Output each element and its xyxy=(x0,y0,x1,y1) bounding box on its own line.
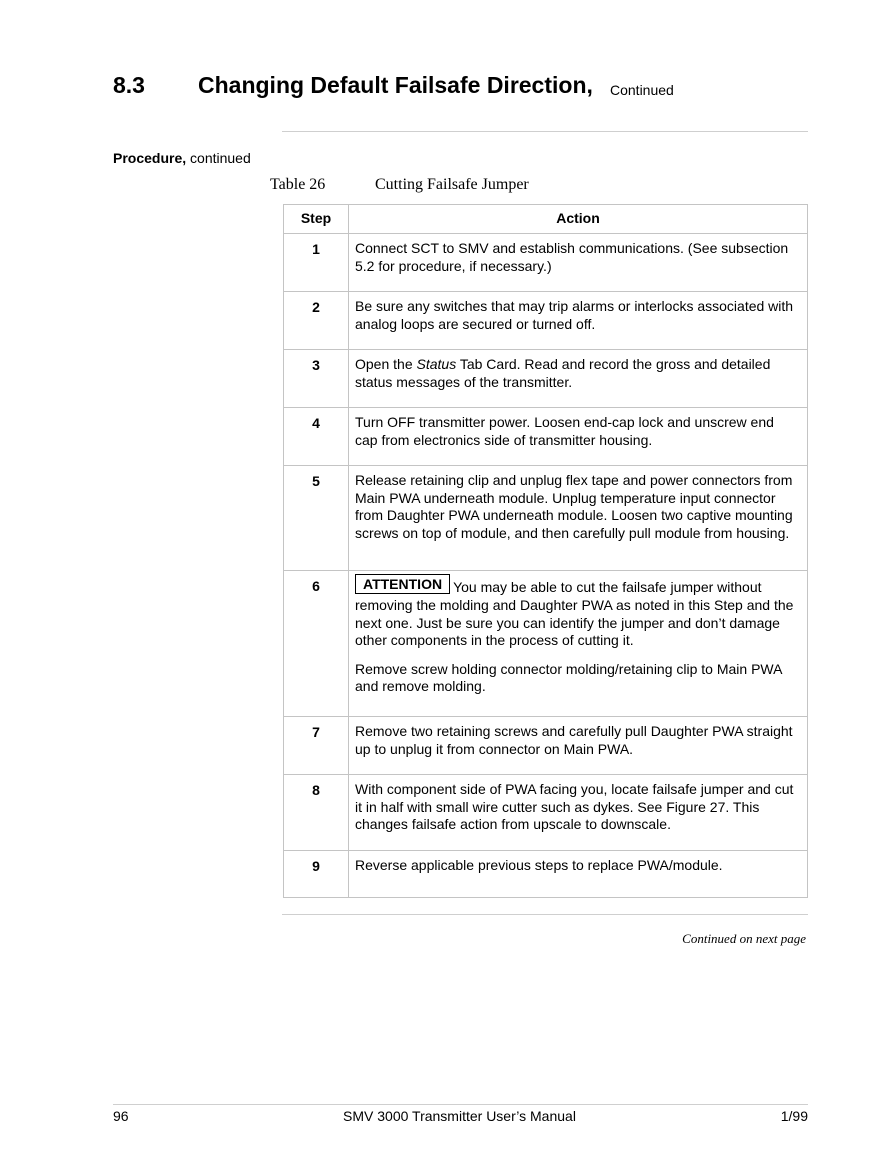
step-action-para xyxy=(355,577,799,650)
step-action: Release retaining clip and unplug flex tape and power connectors from Main PWA underneath module. Unplug temperature input connector from Daughter PWA underneath module. Loosen two captive mounting screws on top of module, and then carefully pull module from housing. xyxy=(349,466,808,571)
table-row xyxy=(284,851,808,898)
step-number: 9 xyxy=(284,851,349,898)
step-action: Reverse applicable previous steps to replace PWA/module. xyxy=(349,851,808,898)
footer-divider xyxy=(113,1104,808,1105)
table-row xyxy=(284,234,808,292)
step-number: 8 xyxy=(284,775,349,851)
top-divider xyxy=(282,131,808,132)
footer-manual-title: SMV 3000 Transmitter User’s Manual xyxy=(343,1108,576,1124)
step-number: 3 xyxy=(284,350,349,408)
bottom-divider xyxy=(282,914,808,915)
step-number: 5 xyxy=(284,466,349,571)
table-row xyxy=(284,408,808,466)
step-action-text: Open the xyxy=(355,356,417,372)
procedure-label-bold: Procedure, xyxy=(113,150,187,166)
footer-date: 1/99 xyxy=(780,1108,808,1124)
section-number: 8.3 xyxy=(113,72,145,98)
header-step: Step xyxy=(284,205,349,234)
table-caption-title: Cutting Failsafe Jumper xyxy=(375,176,529,193)
step-number: 1 xyxy=(284,234,349,292)
step-number: 2 xyxy=(284,292,349,350)
section-title: Changing Default Failsafe Direction, xyxy=(198,72,593,98)
table-row xyxy=(284,717,808,775)
table-row xyxy=(284,775,808,851)
procedure-label xyxy=(113,150,251,166)
step-action-para: Remove screw holding connector molding/retaining clip to Main PWA and remove molding. xyxy=(355,660,782,694)
step-action: With component side of PWA facing you, locate failsafe jumper and cut it in half with small wire cutter such as dykes. See Figure 27. This changes failsafe action from upscale to downscale. xyxy=(349,775,808,851)
step-action-text: Tab Card. Read and record the gross and detailed status messages of the transmitter. xyxy=(355,356,771,390)
step-action: Turn OFF transmitter power. Loosen end-cap lock and unscrew end cap from electronics side of transmitter housing. xyxy=(349,408,808,466)
header-action: Action xyxy=(349,205,808,234)
attention-box: ATTENTION xyxy=(355,574,450,594)
status-tab-reference: Status xyxy=(416,356,457,372)
table-caption-label: Table 26 xyxy=(270,176,326,193)
steps-table xyxy=(283,204,808,898)
step-action xyxy=(349,350,808,408)
table-row xyxy=(284,571,808,717)
step-action: Be sure any switches that may trip alarms or interlocks associated with analog loops are secured or turned off. xyxy=(349,292,808,350)
step-number: 7 xyxy=(284,717,349,775)
step-action-text: You may be able to cut the failsafe jumper without removing the molding and Daughter PWA as noted in this Step and the next one. Just be sure you can identify the jumper and don’t damage other components in the process of cutting it. xyxy=(355,579,794,648)
step-action: Remove two retaining screws and carefully pull Daughter PWA straight up to unplug it from connector on Main PWA. xyxy=(349,717,808,775)
step-action xyxy=(349,571,808,717)
table-row xyxy=(284,466,808,571)
table-caption xyxy=(270,176,529,194)
step-action: Connect SCT to SMV and establish communications. (See subsection 5.2 for procedure, if necessary.) xyxy=(349,234,808,292)
table-row xyxy=(284,292,808,350)
table-header-row xyxy=(284,205,808,234)
procedure-label-suffix: continued xyxy=(186,150,251,166)
step-number: 4 xyxy=(284,408,349,466)
table-row xyxy=(284,350,808,408)
step-number: 6 xyxy=(284,571,349,717)
footer-page-number: 96 xyxy=(113,1108,129,1124)
section-continued: Continued xyxy=(610,82,674,98)
continued-next-page: Continued on next page xyxy=(682,931,806,946)
